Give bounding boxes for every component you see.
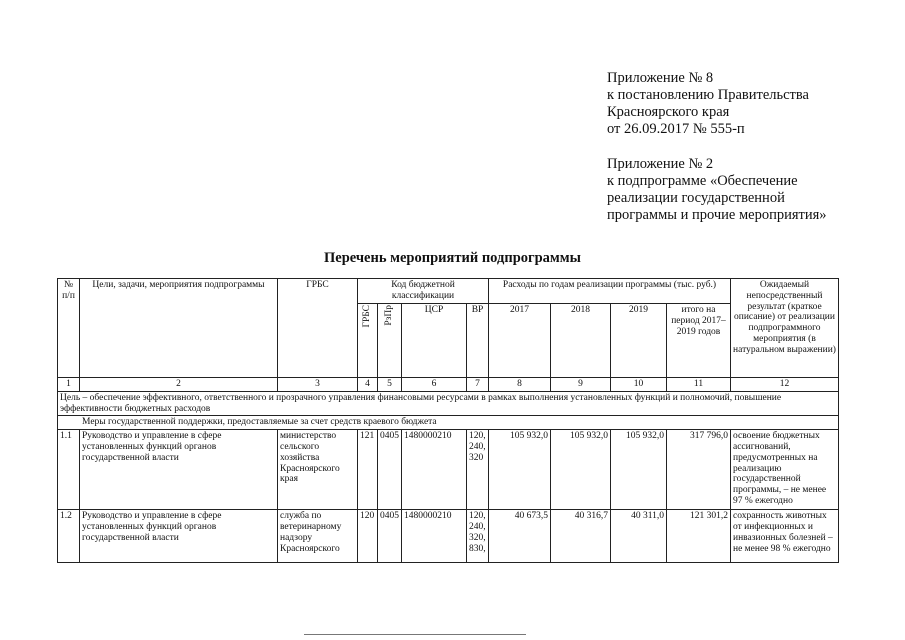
row-2018: 105 932,0: [551, 430, 611, 510]
column-numbers-row: [58, 378, 839, 392]
row-total: 317 796,0: [667, 430, 731, 510]
col-number: 12: [731, 378, 839, 392]
row-2017: 105 932,0: [489, 430, 551, 510]
header-sub-rzpr: [378, 304, 402, 378]
row-2017: 40 673,5: [489, 510, 551, 563]
header-grbs: ГРБС: [278, 279, 358, 378]
appendix-2-block: [607, 156, 827, 224]
appendix-2-line-2: к подпрограмме «Обеспечение: [607, 173, 798, 189]
row-grbs-name: министерство сельского хозяйства Красноярского края: [278, 430, 358, 510]
row-rzpr: 0405: [378, 430, 402, 510]
col-number: 1: [58, 378, 80, 392]
measures-text: Меры государственной поддержки, предоставляемые за счет средств краевого бюджета: [58, 416, 839, 430]
row-result: освоение бюджетных ассигнований, предусмотренных на реализацию государственной программы, – не менее 97 % ежегодно: [731, 430, 839, 510]
header-expenses: Расходы по годам реализации программы (тыс. руб.): [489, 279, 731, 304]
col-number: 7: [467, 378, 489, 392]
appendix-8-line-2: к постановлению Правительства: [607, 87, 809, 103]
header-year-2018: 2018: [551, 304, 611, 378]
col-number: 4: [358, 378, 378, 392]
header-row-1: [58, 279, 839, 304]
row-rzpr: 0405: [378, 510, 402, 563]
row-csr: 1480000210: [402, 430, 467, 510]
row-name: Руководство и управление в сфере установленных функций органов государственной власти: [80, 510, 278, 563]
appendix-8-line-1: Приложение № 8: [607, 70, 714, 86]
appendix-8-line-4: от 26.09.2017 № 555-п: [607, 121, 745, 137]
appendix-2-line-4: программы и прочие мероприятия»: [607, 207, 827, 223]
row-2019: 105 932,0: [611, 430, 667, 510]
document-title: Перечень мероприятий подпрограммы: [324, 250, 581, 266]
header-num: № п/п: [58, 279, 80, 378]
measures-row: [58, 416, 839, 430]
header-total: итого на период 2017–2019 годов: [667, 304, 731, 378]
goal-text: Цель – обеспечение эффективного, ответственного и прозрачного управления финансовыми ресурсами в рамках выполнения установленных функций и полномочий, повышение эффективности бюджетных расходов: [58, 391, 839, 416]
header-year-2017: 2017: [489, 304, 551, 378]
row-grbs-code: 121: [358, 430, 378, 510]
header-sub-csr: ЦСР: [402, 304, 467, 378]
row-2018: 40 316,7: [551, 510, 611, 563]
appendix-2-line-1: Приложение № 2: [607, 156, 714, 172]
appendix-2-line-3: реализации государственной: [607, 190, 785, 206]
header-sub-vr: ВР: [467, 304, 489, 378]
row-vr: 120, 240, 320, 830,: [467, 510, 489, 563]
col-number: 8: [489, 378, 551, 392]
table-row: [58, 430, 839, 510]
row-num: 1.2: [58, 510, 80, 563]
row-grbs-code: 120: [358, 510, 378, 563]
footer-divider: [304, 634, 526, 635]
row-result: сохранность животных от инфекционных и инвазионных болезней – не менее 98 % ежегодно: [731, 510, 839, 563]
col-number: 2: [80, 378, 278, 392]
col-number: 3: [278, 378, 358, 392]
header-sub-rzpr-text: РзПр: [384, 305, 395, 326]
appendix-8-line-3: Красноярского края: [607, 104, 730, 120]
header-goals: Цели, задачи, мероприятия подпрограммы: [80, 279, 278, 378]
col-number: 9: [551, 378, 611, 392]
row-vr: 120, 240, 320: [467, 430, 489, 510]
header-sub-grbs: [358, 304, 378, 378]
header-year-2019: 2019: [611, 304, 667, 378]
row-grbs-name: служба по ветеринарному надзору Красноярского: [278, 510, 358, 563]
header-result: Ожидаемый непосредственный результат (краткое описание) от реализации подпрограммного мероприятия (в натуральном выражении): [731, 279, 839, 378]
col-number: 11: [667, 378, 731, 392]
col-number: 5: [378, 378, 402, 392]
row-total: 121 301,2: [667, 510, 731, 563]
header-budget-code: Код бюджетной классификации: [358, 279, 489, 304]
row-2019: 40 311,0: [611, 510, 667, 563]
row-name: Руководство и управление в сфере установленных функций органов государственной власти: [80, 430, 278, 510]
goal-row: [58, 391, 839, 416]
row-csr: 1480000210: [402, 510, 467, 563]
col-number: 10: [611, 378, 667, 392]
appendix-8-block: [607, 70, 809, 138]
header-sub-grbs-text: ГРБС: [362, 305, 373, 328]
measures-table: [57, 278, 839, 563]
col-number: 6: [402, 378, 467, 392]
row-num: 1.1: [58, 430, 80, 510]
table-row: [58, 510, 839, 563]
